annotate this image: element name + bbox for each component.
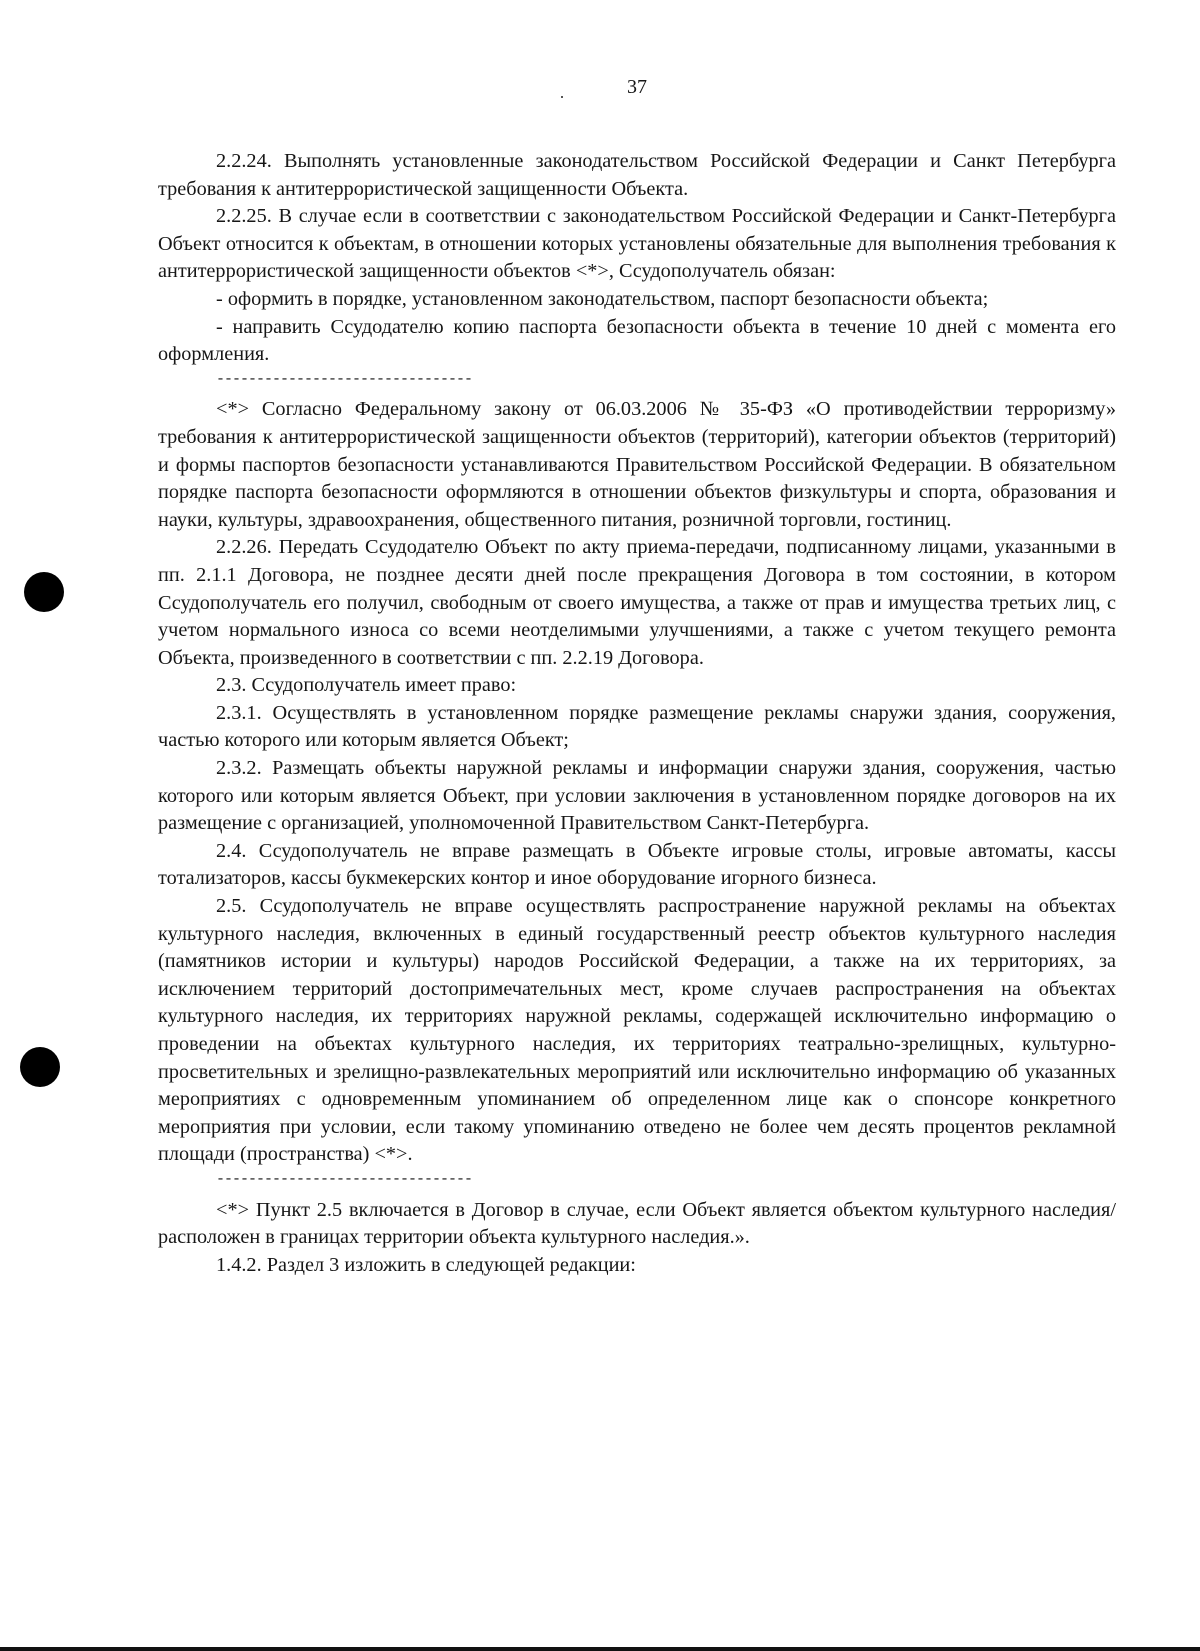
clause-2-5: 2.5. Ссудополучатель не вправе осуществлять распространение наружной рекламы на объектах культурного наследия, включенных в единый государственный реестр объектов культурного наследия (памятников истории и культуры) народов Российской Федерации, а также на их территориях, за исключением территорий достопримечательных мест, кроме случаев распространения на объектах культурного наследия, их территориях наружной рекламы, содержащей исключительно информацию о проведении на объектах культурного наследия, их территориях театрально-зрелищных, культурно-просветительных и зрелищно-развлекательных мероприятий или исключительно информацию об указанных мероприятиях с одновременным упоминанием об определенном лице как о спонсоре конкретного мероприятия при условии, если такому упоминанию отведено не более чем десять процентов рекламной площади (пространства) <*>. bbox=[158, 895, 1116, 1166]
footnote-1: <*> Согласно Федеральному закону от 06.03.2006 № 35-ФЗ «О противодействии терроризму» требования к антитеррористической защищенности объектов (территорий), категории объектов (территорий) и формы паспортов безопасности устанавливаются Правительством Российской Федерации. В обязательном порядке паспорта безопасности оформляются в отношении объектов физкультуры и спорта, образования и науки, культуры, здравоохранения, общественного питания, розничной торговли, гостиниц. bbox=[158, 398, 1116, 531]
clause-1-4-2: 1.4.2. Раздел 3 изложить в следующей редакции: bbox=[216, 1253, 636, 1276]
clause-2-3: 2.3. Ссудополучатель имеет право: bbox=[216, 674, 517, 697]
punch-hole-top bbox=[24, 572, 64, 612]
clause-2-2-25-item-1: - оформить в порядке, установленном законодательством, паспорт безопасности объекта; bbox=[216, 287, 989, 310]
footnote-2: <*> Пункт 2.5 включается в Договор в случае, если Объект является объектом культурного наследия/расположен в границах территории объекта культурного наследия.». bbox=[158, 1198, 1116, 1249]
clause-2-3-1: 2.3.1. Осуществлять в установленном порядке размещение рекламы снаружи здания, сооружения, частью которого или которым является Объект; bbox=[158, 701, 1116, 752]
clause-2-2-25-item-2: - направить Ссудодателю копию паспорта безопасности объекта в течение 10 дней с момента его оформления. bbox=[158, 315, 1116, 366]
clause-2-4: 2.4. Ссудополучатель не вправе размещать в Объекте игровые столы, игровые автоматы, кассы тотализаторов, кассы букмекерских контор и иное оборудование игорного бизнеса. bbox=[158, 839, 1116, 890]
footnote-separator-2: -------------------------------- bbox=[216, 1170, 473, 1188]
clause-2-2-24: 2.2.24. Выполнять установленные законодательством Российской Федерации и Санкт Петербурга требования к антитеррористической защищенности Объекта. bbox=[158, 150, 1116, 200]
clause-2-2-26: 2.2.26. Передать Ссудодателю Объект по акту приема-передачи, подписанному лицами, указанными в пп. 2.1.1 Договора, не позднее десяти дней после прекращения Договора в том состоянии, в котором Ссудополучатель его получил, свободным от своего имущества, а также от прав и имущества третьих лиц, с учетом нормального износа со всеми неотделимыми улучшениями, а также с учетом текущего ремонта Объекта, произведенного в соответствии с пп. 2.2.19 Договора. bbox=[158, 536, 1116, 669]
footnote-separator-1: -------------------------------- bbox=[216, 370, 473, 388]
clause-2-3-2: 2.3.2. Размещать объекты наружной рекламы и информации снаружи здания, сооружения, частью которого или которым является Объект, при условии заключения в установленном порядке договоров на их размещение с организацией, уполномоченной Правительством Санкт-Петербурга. bbox=[158, 757, 1116, 835]
document-body bbox=[158, 148, 1116, 1279]
scan-speck bbox=[561, 96, 563, 98]
clause-2-2-25: 2.2.25. В случае если в соответствии с законодательством Российской Федерации и Санкт-Петербурга Объект относится к объектам, в отношении которых установлены обязательные для выполнения требования к антитеррористической защищенности объектов <*>, Ссудополучатель обязан: bbox=[158, 205, 1116, 283]
scan-bottom-edge bbox=[0, 1647, 1200, 1651]
page-number: 37 bbox=[627, 76, 647, 98]
punch-hole-bottom bbox=[20, 1047, 60, 1087]
